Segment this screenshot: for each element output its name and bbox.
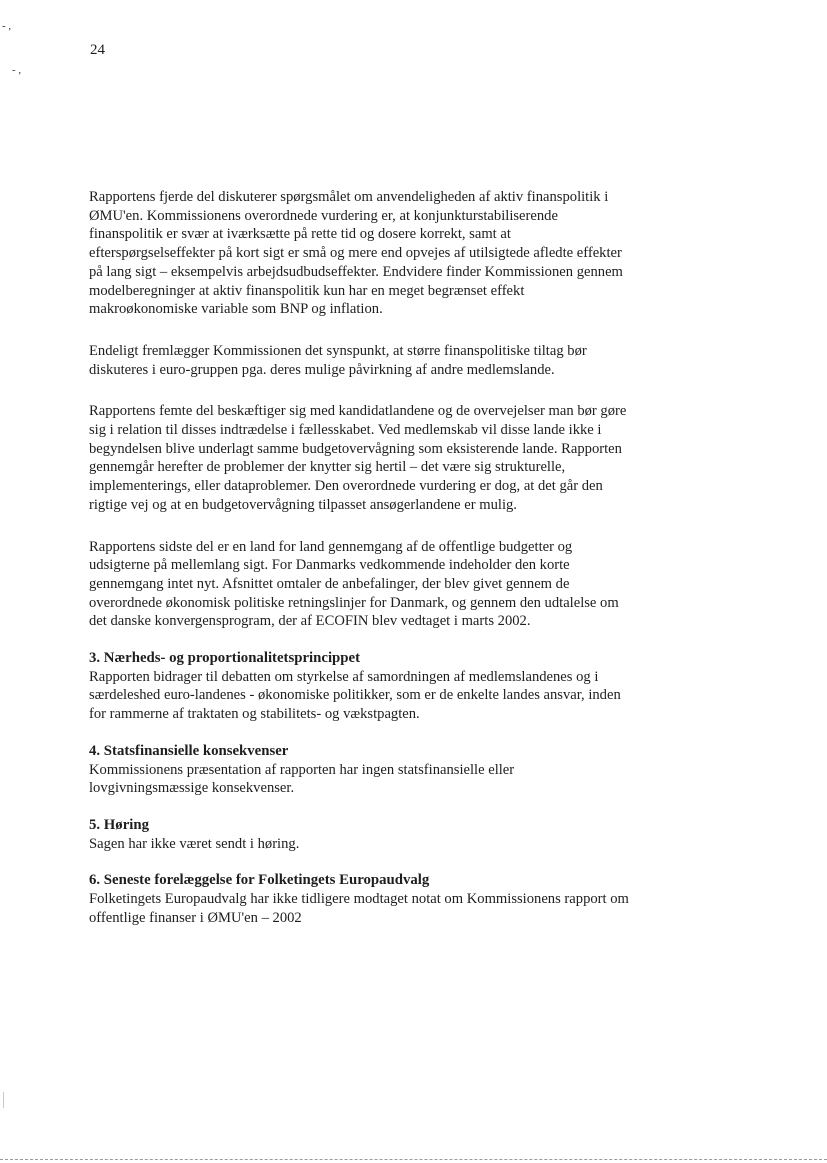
paragraph-final-part: Rapportens sidste del er en land for land gennemgang af de offentlige budgetter og udsigterne på mellemlang sigt. For Danmarks vedkommende indeholder den korte gennemgang intet nyt. Afsnittet omtaler de anbefalinger, der blev givet gennem de overordnede økonomisk politiske retningslinjer for Danmark, og gennem den udtalelse om det danske konvergensprogram, der af ECOFIN blev vedtaget i marts 2002. xyxy=(89,538,619,630)
document-body xyxy=(89,188,629,946)
section-previous-submission xyxy=(89,871,629,927)
section-fiscal-consequences xyxy=(89,742,629,798)
scan-artifact-mark: - , xyxy=(12,64,22,76)
paragraph-part-five: Rapportens femte del beskæftiger sig med kandidatlandene og de overvejelser man bør gøre sig i relation til disses indtrædelse i fællesskabet. Ved medlemskab vil disse lande ikke i begyndelsen blive underlagt samme budgetovervågning som eksisterende lande. Rapporten gennemgår herefter de problemer der knytter sig hertil – det være sig strukturelle, implementerings, eller dataproblemer. Den overordnede vurdering er dog, at det går den rigtige vej og at en budgetovervågning tilpasset ansøgerlandene er mulig. xyxy=(89,403,627,513)
section-heading: 4. Statsfinansielle konsekvenser xyxy=(89,742,289,759)
scan-bottom-edge xyxy=(0,1159,827,1160)
section-consultation xyxy=(89,816,629,853)
scan-artifact-mark: - , xyxy=(2,20,12,32)
section-subsidiarity xyxy=(89,649,629,724)
section-body: Kommissionens præsentation af rapporten har ingen statsfinansielle eller lovgivningsmæssige konsekvenser. xyxy=(89,761,515,797)
section-heading: 6. Seneste forelæggelse for Folketingets Europaudvalg xyxy=(89,872,430,889)
page-number: 24 xyxy=(90,42,105,58)
section-body: Folketingets Europaudvalg har ikke tidligere modtaget notat om Kommissionens rapport om offentlige finanser i ØMU'en – 2002 xyxy=(89,891,629,926)
scan-edge-mark xyxy=(3,1092,4,1108)
paragraph-part-four: Rapportens fjerde del diskuterer spørgsmålet om anvendeligheden af aktiv finanspolitik i ØMU'en. Kommissionens overordnede vurdering er, at konjunkturstabiliserende finanspolitik er svær at iværksætte på rette tid og dosere korrekt, samt at efterspørgselseffekter på kort sigt er små og mere end opvejes af utilsigtede afledte effekter på lang sigt – eksempelvis arbejdsudbudseffekter. Endvidere finder Kommissionen gennem modelberegninger at aktiv finanspolitik kun har en meget begrænset effekt makroøkonomiske variable som BNP og inflation. xyxy=(89,189,623,318)
section-body: Sagen har ikke været sendt i høring. xyxy=(89,835,300,852)
paragraph-euro-group: Endeligt fremlægger Kommissionen det synspunkt, at større finanspolitiske tiltag bør diskuteres i euro-gruppen pga. deres mulige påvirkning af andre medlemslande. xyxy=(89,342,587,378)
section-heading: 3. Nærheds- og proportionalitetsprincippet xyxy=(89,650,361,667)
section-heading: 5. Høring xyxy=(89,816,150,833)
section-body: Rapporten bidrager til debatten om styrkelse af samordningen af medlemslandenes og i særdeleshed euro-landenes - økonomiske politikker, som er de enkelte landes ansvar, inden for rammerne af traktaten og stabilitets- og vækstpagten. xyxy=(89,668,621,723)
